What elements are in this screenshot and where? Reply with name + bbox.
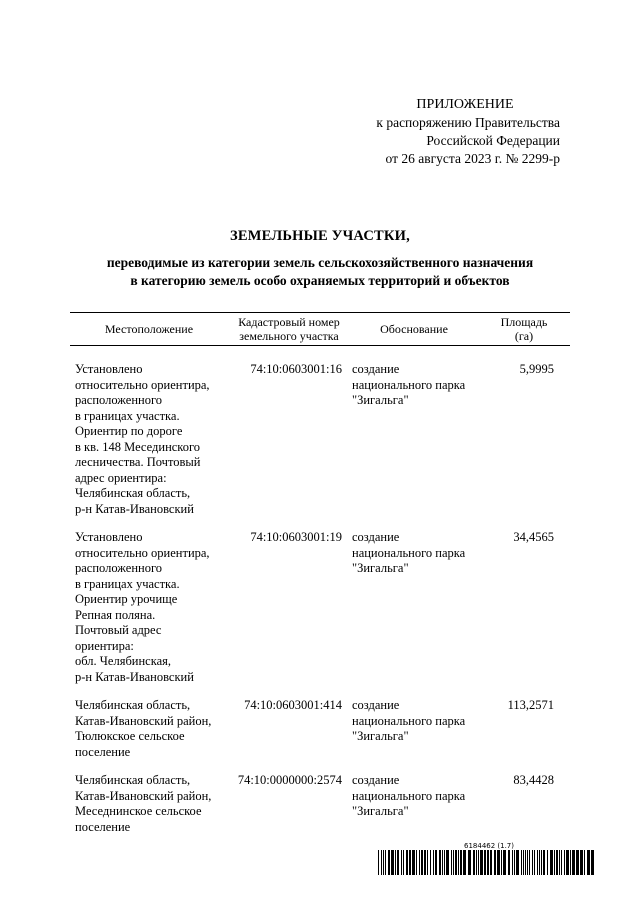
table-row xyxy=(70,362,570,517)
cell-area: 34,4565 xyxy=(513,530,554,544)
cell-cadastral: 74:10:0603001:414 xyxy=(244,698,342,712)
cell-location: Челябинская область, Катав-Ивановский район, Меседнинское сельское поселение xyxy=(75,773,212,834)
document-title: ЗЕМЕЛЬНЫЕ УЧАСТКИ, xyxy=(230,228,410,244)
cell-cadastral: 74:10:0603001:16 xyxy=(250,362,342,376)
cell-basis: создание национального парка "Зигальга" xyxy=(352,773,466,818)
document-subtitle xyxy=(60,254,580,290)
header-cadastral: Кадастровый номер земельного участка xyxy=(238,315,340,343)
cell-cadastral: 74:10:0000000:2574 xyxy=(237,773,342,787)
appendix-line-2: Российской Федерации xyxy=(426,133,560,148)
cell-area: 83,4428 xyxy=(513,773,554,787)
cell-basis: создание национального парка "Зигальга" xyxy=(352,362,466,407)
barcode-graphic xyxy=(378,850,594,875)
appendix-line-3: от 26 августа 2023 г. № 2299-р xyxy=(385,151,560,166)
table-header xyxy=(70,312,570,346)
cell-location: Челябинская область, Катав-Ивановский район, Тюлюкское сельское поселение xyxy=(75,698,212,759)
cell-basis: создание национального парка "Зигальга" xyxy=(352,530,466,575)
cell-location: Установлено относительно ориентира, расположенного в границах участка. Ориентир по дороге в кв. 148 Месединского лесничества. Почтовый адрес ориентира: Челябинская область, р-н Катав-Ивановский xyxy=(75,362,210,516)
document-number: 6184462 (1.7) xyxy=(464,842,514,850)
cell-location: Установлено относительно ориентира, расположенного в границах участка. Ориентир урочище Репная поляна. Почтовый адрес ориентира: обл. Челябинская, р-н Катав-Ивановский xyxy=(75,530,210,684)
subtitle-line-2: в категорию земель особо охраняемых территорий и объектов xyxy=(130,273,510,288)
header-area: Площадь (га) xyxy=(500,315,548,343)
appendix-block xyxy=(320,96,560,168)
subtitle-line-1: переводимые из категории земель сельскохозяйственного назначения xyxy=(106,255,534,270)
header-location: Местоположение xyxy=(104,322,194,336)
header-basis: Обоснование xyxy=(380,322,448,336)
cell-area: 113,2571 xyxy=(507,698,554,712)
table-row xyxy=(70,530,570,685)
table-row xyxy=(70,698,570,760)
cell-basis: создание национального парка "Зигальга" xyxy=(352,698,466,743)
table-body xyxy=(70,362,570,835)
barcode xyxy=(378,850,594,875)
cell-cadastral: 74:10:0603001:19 xyxy=(250,530,342,544)
appendix-heading: ПРИЛОЖЕНИЕ xyxy=(416,97,514,112)
table-row xyxy=(70,773,570,835)
appendix-line-1: к распоряжению Правительства xyxy=(376,115,560,130)
land-plots-table xyxy=(70,312,570,835)
cell-area: 5,9995 xyxy=(519,362,554,376)
